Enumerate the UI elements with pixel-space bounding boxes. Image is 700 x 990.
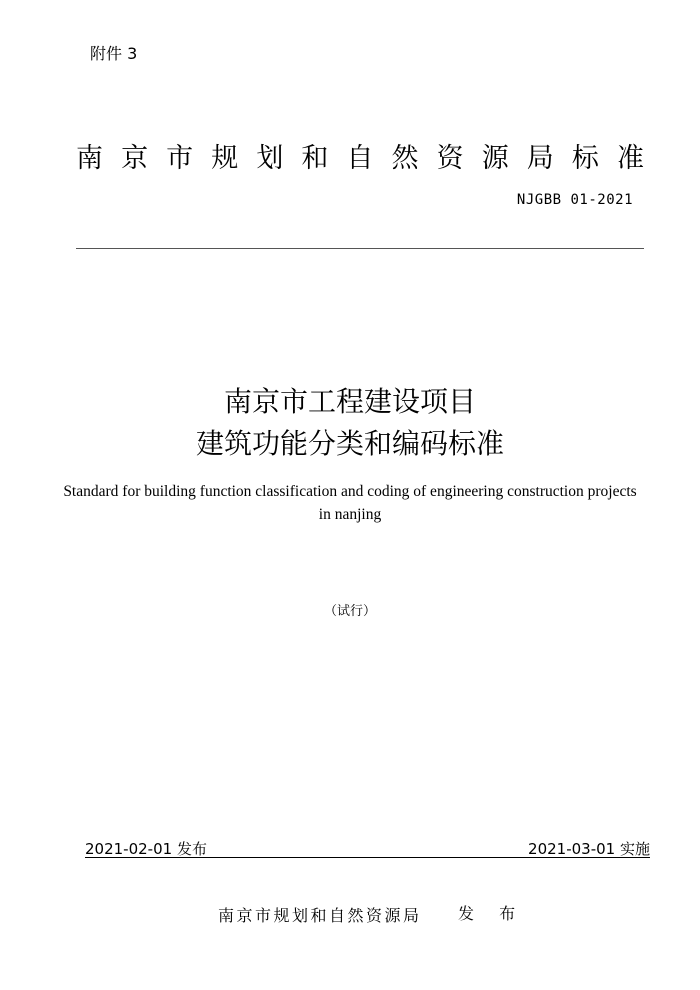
issuer-header-char: 局 xyxy=(526,143,554,174)
issuer-header-char: 自 xyxy=(346,143,374,174)
effective-date: 2021-03-01 实施 xyxy=(528,840,650,858)
issuer-header-char: 和 xyxy=(301,143,329,174)
issuer-header-char: 标 xyxy=(571,143,599,174)
attachment-label: 附件 3 xyxy=(90,44,138,63)
date-divider xyxy=(85,857,650,858)
issuer-header-char: 规 xyxy=(211,143,239,174)
document-title-line-1: 南京市工程建设项目 xyxy=(223,385,476,418)
issuer-header-char: 划 xyxy=(256,143,284,174)
document-title-line-2: 建筑功能分类和编码标准 xyxy=(195,427,504,460)
issuer-header-char: 京 xyxy=(121,143,149,174)
footer-issuer: 南京市规划和自然资源局 xyxy=(218,906,422,925)
issuer-header-char: 准 xyxy=(616,143,644,174)
english-title: Standard for building function classification and coding of engineering construction projects in nanjing xyxy=(63,483,637,523)
standard-code: NJGBB 01-2021 xyxy=(516,192,633,208)
issuer-header-char: 源 xyxy=(481,143,509,174)
issuer-header-char: 市 xyxy=(166,143,194,174)
issuer-header-char: 南 xyxy=(76,143,103,174)
header-divider xyxy=(76,248,644,249)
issuer-header-char: 资 xyxy=(436,143,464,174)
trial-note: （试行） xyxy=(323,604,376,619)
release-date: 2021-02-01 发布 xyxy=(85,840,207,858)
issuer-header-char: 然 xyxy=(391,143,419,174)
footer-publish-label: 发 布 xyxy=(458,904,526,923)
issuer-standard-header xyxy=(76,136,644,175)
